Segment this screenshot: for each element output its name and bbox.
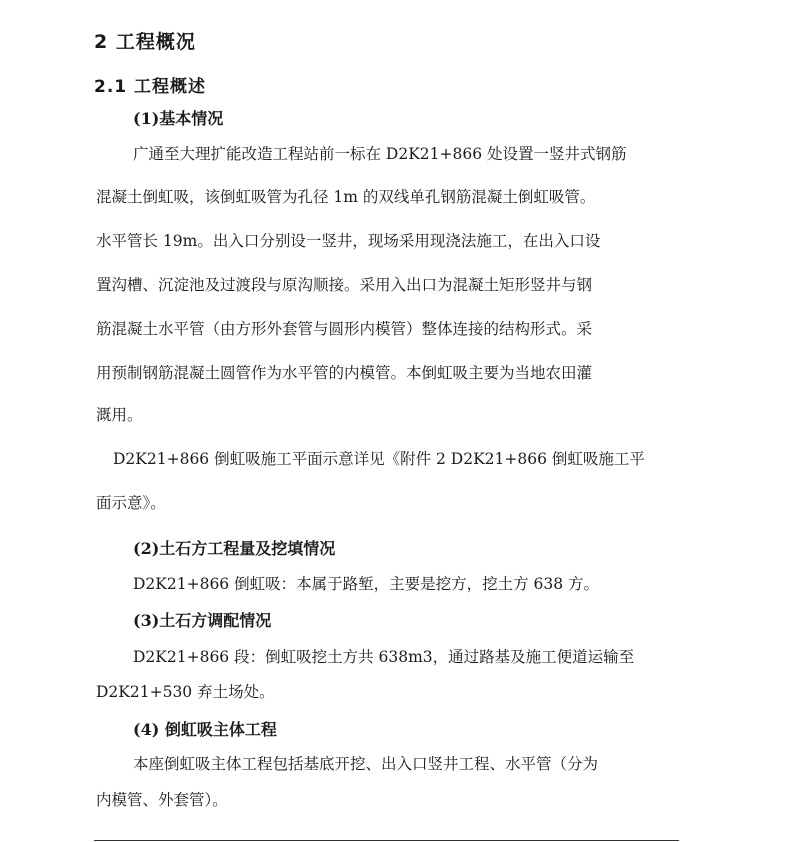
subsection-heading: 2.1 工程概述	[94, 77, 207, 97]
basic-line-7: 溉用。	[96, 406, 143, 424]
basic-line-3: 水平管长 19m。出入口分别设一竖井，现场采用现浇法施工，在出入口设	[96, 232, 601, 250]
basic-line-1: 广通至大理扩能改造工程站前一标在 D2K21+866 处设置一竖井式钢筋	[133, 145, 627, 163]
reference-line-1: D2K21+866 倒虹吸施工平面示意详见《附件 2 D2K21+866 倒虹吸施工平	[113, 450, 645, 468]
basic-line-5: 筋混凝土水平管（由方形外套管与圆形内模管）整体连接的结构形式。采	[96, 320, 593, 338]
allocation-line-2: D2K21+530 弃土场处。	[96, 683, 275, 701]
basic-line-2: 混凝土倒虹吸，该倒虹吸管为孔径 1m 的双线单孔钢筋混凝土倒虹吸管。	[96, 188, 596, 206]
main-works-title: (4) 倒虹吸主体工程	[133, 720, 277, 739]
allocation-line-1: D2K21+866 段：倒虹吸挖土方共 638m3，通过路基及施工便道运输至	[133, 648, 635, 666]
reference-line-2: 面示意》。	[96, 494, 166, 512]
main-works-line-2: 内模管、外套管）。	[96, 791, 228, 809]
basic-situation-title: (1)基本情况	[133, 109, 224, 128]
basic-line-4: 置沟槽、沉淀池及过渡段与原沟顺接。采用入出口为混凝土矩形竖井与钢	[96, 276, 593, 294]
allocation-title: (3)土石方调配情况	[133, 611, 272, 630]
section-heading: 2 工程概况	[94, 31, 196, 53]
earthwork-title: (2)土石方工程量及挖填情况	[133, 539, 336, 558]
main-works-line-1: 本座倒虹吸主体工程包括基底开挖、出入口竖井工程、水平管（分为	[133, 755, 599, 773]
footer-rule	[94, 840, 679, 841]
basic-line-6: 用预制钢筋混凝土圆管作为水平管的内模管。本倒虹吸主要为当地农田灌	[96, 364, 593, 382]
earthwork-line-1: D2K21+866 倒虹吸：本属于路堑，主要是挖方，挖土方 638 方。	[133, 575, 600, 593]
